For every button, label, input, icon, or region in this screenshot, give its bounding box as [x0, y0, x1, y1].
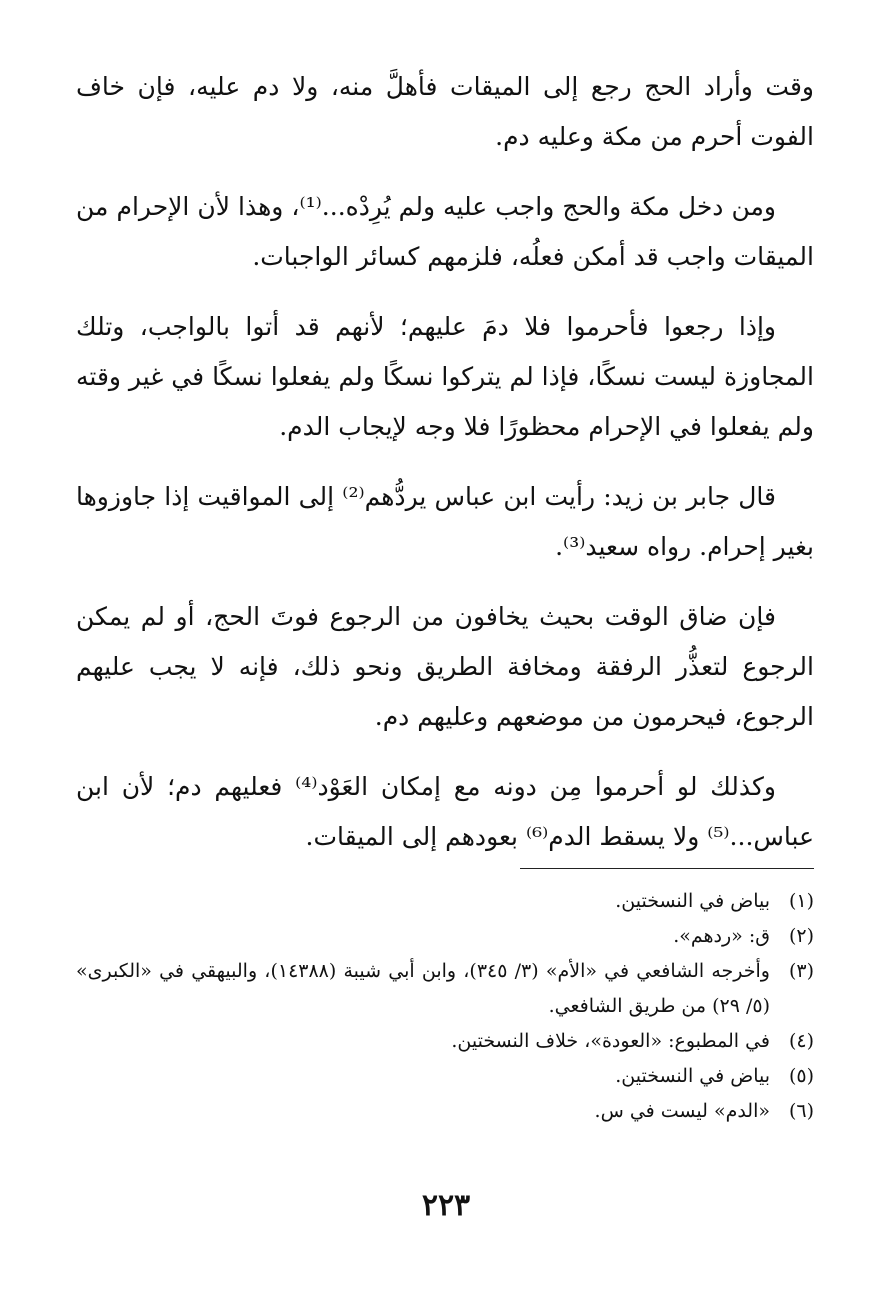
footnote-text: ق: «ردهم».	[673, 925, 770, 947]
paragraph-1: وقت وأراد الحج رجع إلى الميقات فأهلَّ منه، ولا دم عليه، فإن خاف الفوت أحرم من مكة وعليه دم.	[76, 72, 814, 151]
footnote-number: (٦)	[788, 1100, 814, 1122]
paragraph-2: ومن دخل مكة والحج واجب عليه ولم يُرِدْه...⁽¹⁾، وهذا لأن الإحرام من الميقات واجب قد أمكن فعلُه، فلزمهم كسائر الواجبات.	[76, 192, 814, 271]
footnote-number: (٢)	[788, 925, 814, 947]
footnote-text: «الدم» ليست في س.	[594, 1100, 770, 1122]
footnote-number: (٥)	[788, 1065, 814, 1087]
paragraph-3: وإذا رجعوا فأحرموا فلا دمَ عليهم؛ لأنهم قد أتوا بالواجب، وتلك المجاوزة ليست نسكًا، فإذا لم يتركوا نسكًا ولم يفعلوا نسكًا في غير وقته ولم يفعلوا في الإحرام محظورًا فلا وجه لإيجاب الدم.	[76, 312, 814, 441]
paragraph-5: فإن ضاق الوقت بحيث يخافون من الرجوع فوتَ الحج، أو لم يمكن الرجوع لتعذُّر الرفقة ومخافة الطريق ونحو ذلك، فإنه لا يجب عليهم الرجوع، فيحرمون من موضعهم وعليهم دم.	[76, 602, 814, 731]
footnote-1	[76, 884, 814, 919]
footnote-6	[76, 1094, 814, 1129]
paragraph-6: وكذلك لو أحرموا مِن دونه مع إمكان العَوْد⁽⁴⁾ فعليهم دم؛ لأن ابن عباس...⁽⁵⁾ ولا يسقط الدم⁽⁶⁾ بعودهم إلى الميقات.	[76, 772, 814, 851]
footnote-4	[76, 1024, 814, 1059]
footnotes	[76, 884, 814, 1129]
footnote-3	[76, 954, 814, 1024]
main-text	[76, 62, 814, 882]
footnote-text: في المطبوع: «العودة»، خلاف النسختين.	[451, 1030, 770, 1052]
footnote-text: بياض في النسختين.	[615, 890, 770, 912]
footnote-separator	[520, 868, 814, 869]
footnote-number: (٤)	[788, 1030, 814, 1052]
footnote-number: (١)	[788, 890, 814, 912]
footnote-number: (٣)	[788, 960, 814, 982]
paragraph-4: قال جابر بن زيد: رأيت ابن عباس يردُّهم⁽²⁾ إلى المواقيت إذا جاوزوها بغير إحرام. رواه سعيد⁽³⁾.	[76, 482, 814, 561]
footnote-text: وأخرجه الشافعي في «الأم» (٣/ ٣٤٥)، وابن أبي شيبة (١٤٣٨٨)، والبيهقي في «الكبرى» (٥/ ٢٩) من طريق الشافعي.	[76, 960, 770, 1017]
footnote-text: بياض في النسختين.	[615, 1065, 770, 1087]
footnote-5	[76, 1059, 814, 1094]
page-number: ٢٢٣	[421, 1188, 471, 1223]
footnote-2	[76, 919, 814, 954]
